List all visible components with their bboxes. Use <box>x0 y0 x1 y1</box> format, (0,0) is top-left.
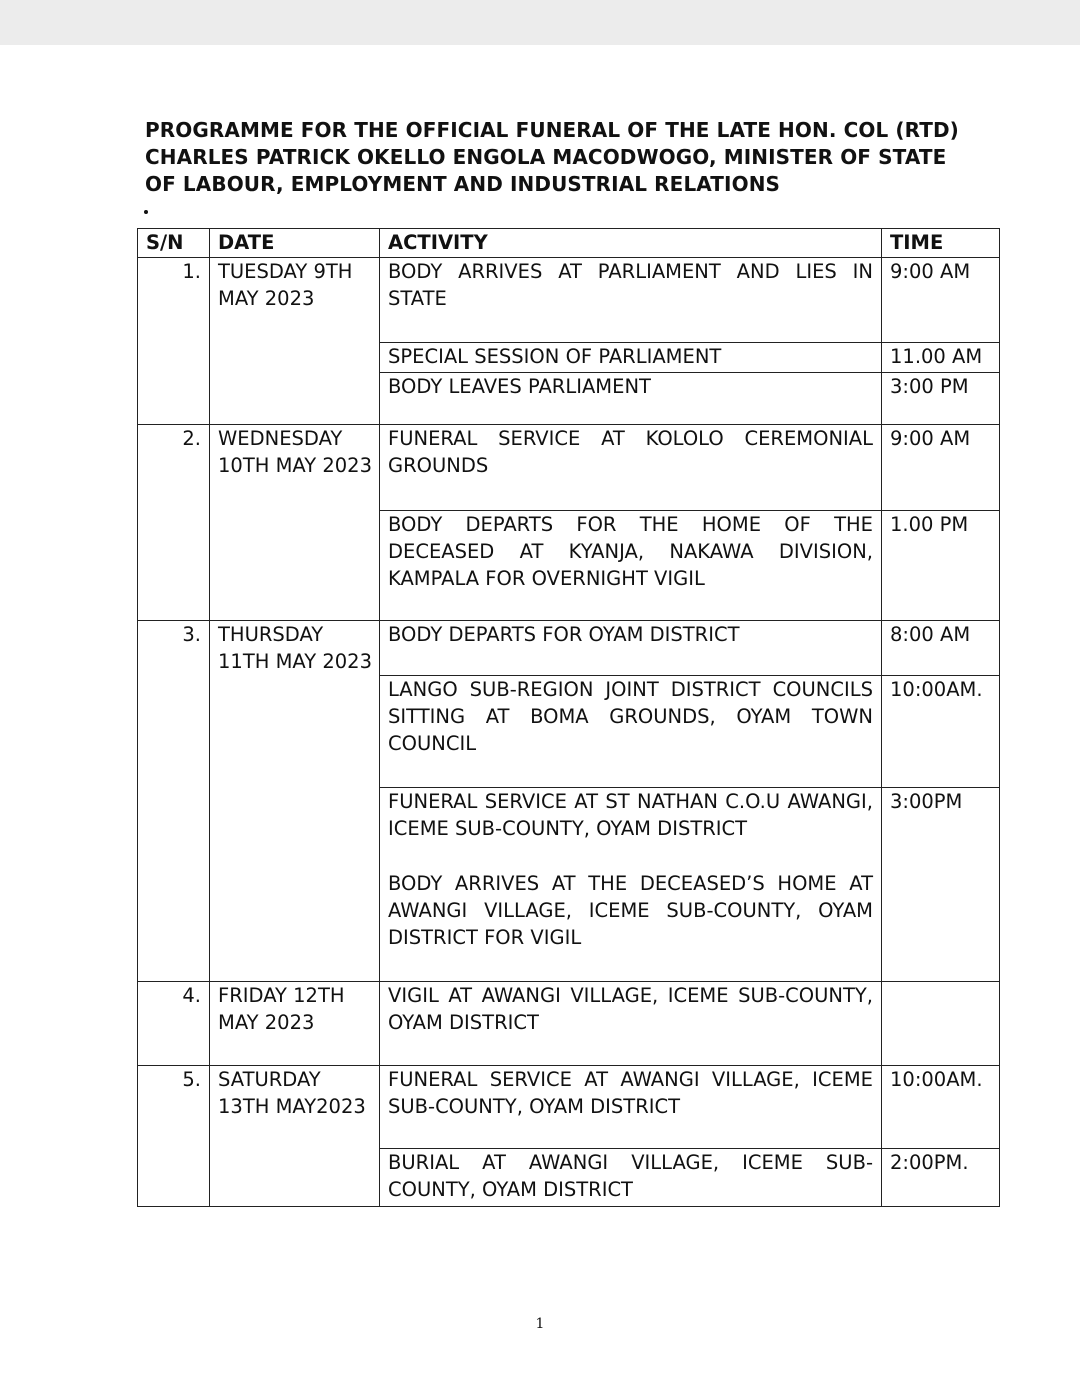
time-cell <box>882 982 1000 1066</box>
table-row <box>138 621 1000 676</box>
table-row <box>138 425 1000 511</box>
date-line: SATURDAY <box>218 1068 321 1091</box>
header-date: DATE <box>210 229 380 258</box>
time-cell: 10:00AM. <box>882 676 1000 788</box>
row-date <box>210 982 380 1066</box>
activity-cell: SPECIAL SESSION OF PARLIAMENT <box>380 343 882 373</box>
date-line: 10TH MAY 2023 <box>218 454 372 477</box>
row-sn: 1. <box>138 258 210 425</box>
document-title <box>145 117 995 198</box>
activity-cell: BURIAL AT AWANGI VILLAGE, ICEME SUB-COUNTY, OYAM DISTRICT <box>380 1149 882 1207</box>
date-line: WEDNESDAY <box>218 427 343 450</box>
page-number: 1 <box>535 1316 545 1332</box>
time-cell: 10:00AM. <box>882 1066 1000 1149</box>
bullet-dot <box>144 210 148 214</box>
activity-cell <box>380 788 882 982</box>
row-date <box>210 425 380 621</box>
time-cell: 9:00 AM <box>882 425 1000 511</box>
table-row <box>138 1066 1000 1149</box>
schedule-table <box>137 228 1000 1207</box>
time-cell: 9:00 AM <box>882 258 1000 343</box>
date-line: FRIDAY 12TH <box>218 984 345 1007</box>
time-cell: 3:00PM <box>882 788 1000 982</box>
date-line: THURSDAY <box>218 623 324 646</box>
table-row <box>138 258 1000 343</box>
activity-cell: BODY ARRIVES AT PARLIAMENT AND LIES IN STATE <box>380 258 882 343</box>
header-sn: S/N <box>138 229 210 258</box>
row-sn: 3. <box>138 621 210 982</box>
row-date <box>210 258 380 425</box>
activity-paragraph: FUNERAL SERVICE AT ST NATHAN C.O.U AWANGI, ICEME SUB-COUNTY, OYAM DISTRICT <box>388 790 873 840</box>
row-date <box>210 621 380 982</box>
table-header-row <box>138 229 1000 258</box>
row-sn: 2. <box>138 425 210 621</box>
date-line: 13TH MAY2023 <box>218 1095 366 1118</box>
header-activity: ACTIVITY <box>380 229 882 258</box>
top-bar <box>0 0 1080 45</box>
time-cell: 3:00 PM <box>882 373 1000 425</box>
activity-cell: BODY LEAVES PARLIAMENT <box>380 373 882 425</box>
activity-cell: BODY DEPARTS FOR OYAM DISTRICT <box>380 621 882 676</box>
activity-cell: FUNERAL SERVICE AT AWANGI VILLAGE, ICEME SUB-COUNTY, OYAM DISTRICT <box>380 1066 882 1149</box>
activity-cell: FUNERAL SERVICE AT KOLOLO CEREMONIAL GROUNDS <box>380 425 882 511</box>
time-cell: 1.00 PM <box>882 511 1000 621</box>
title-line: OF LABOUR, EMPLOYMENT AND INDUSTRIAL RELATIONS <box>145 172 781 196</box>
time-cell: 2:00PM. <box>882 1149 1000 1207</box>
activity-cell: VIGIL AT AWANGI VILLAGE, ICEME SUB-COUNTY, OYAM DISTRICT <box>380 982 882 1066</box>
row-sn: 4. <box>138 982 210 1066</box>
row-sn: 5. <box>138 1066 210 1207</box>
title-line: PROGRAMME FOR THE OFFICIAL FUNERAL OF THE LATE HON. COL (RTD) <box>145 118 959 142</box>
time-cell: 8:00 AM <box>882 621 1000 676</box>
table-row <box>138 982 1000 1066</box>
activity-cell: LANGO SUB-REGION JOINT DISTRICT COUNCILS SITTING AT BOMA GROUNDS, OYAM TOWN COUNCIL <box>380 676 882 788</box>
header-time: TIME <box>882 229 1000 258</box>
date-line: TUESDAY 9TH <box>218 260 353 283</box>
time-cell: 11.00 AM <box>882 343 1000 373</box>
date-line: MAY 2023 <box>218 1011 315 1034</box>
activity-paragraph: BODY ARRIVES AT THE DECEASED’S HOME AT AWANGI VILLAGE, ICEME SUB-COUNTY, OYAM DISTRICT FOR VIGIL <box>388 872 873 949</box>
activity-cell: BODY DEPARTS FOR THE HOME OF THE DECEASED AT KYANJA, NAKAWA DIVISION, KAMPALA FOR OVERNIGHT VIGIL <box>380 511 882 621</box>
row-date <box>210 1066 380 1207</box>
title-line: CHARLES PATRICK OKELLO ENGOLA MACODWOGO, MINISTER OF STATE <box>145 145 947 169</box>
date-line: MAY 2023 <box>218 287 315 310</box>
date-line: 11TH MAY 2023 <box>218 650 372 673</box>
